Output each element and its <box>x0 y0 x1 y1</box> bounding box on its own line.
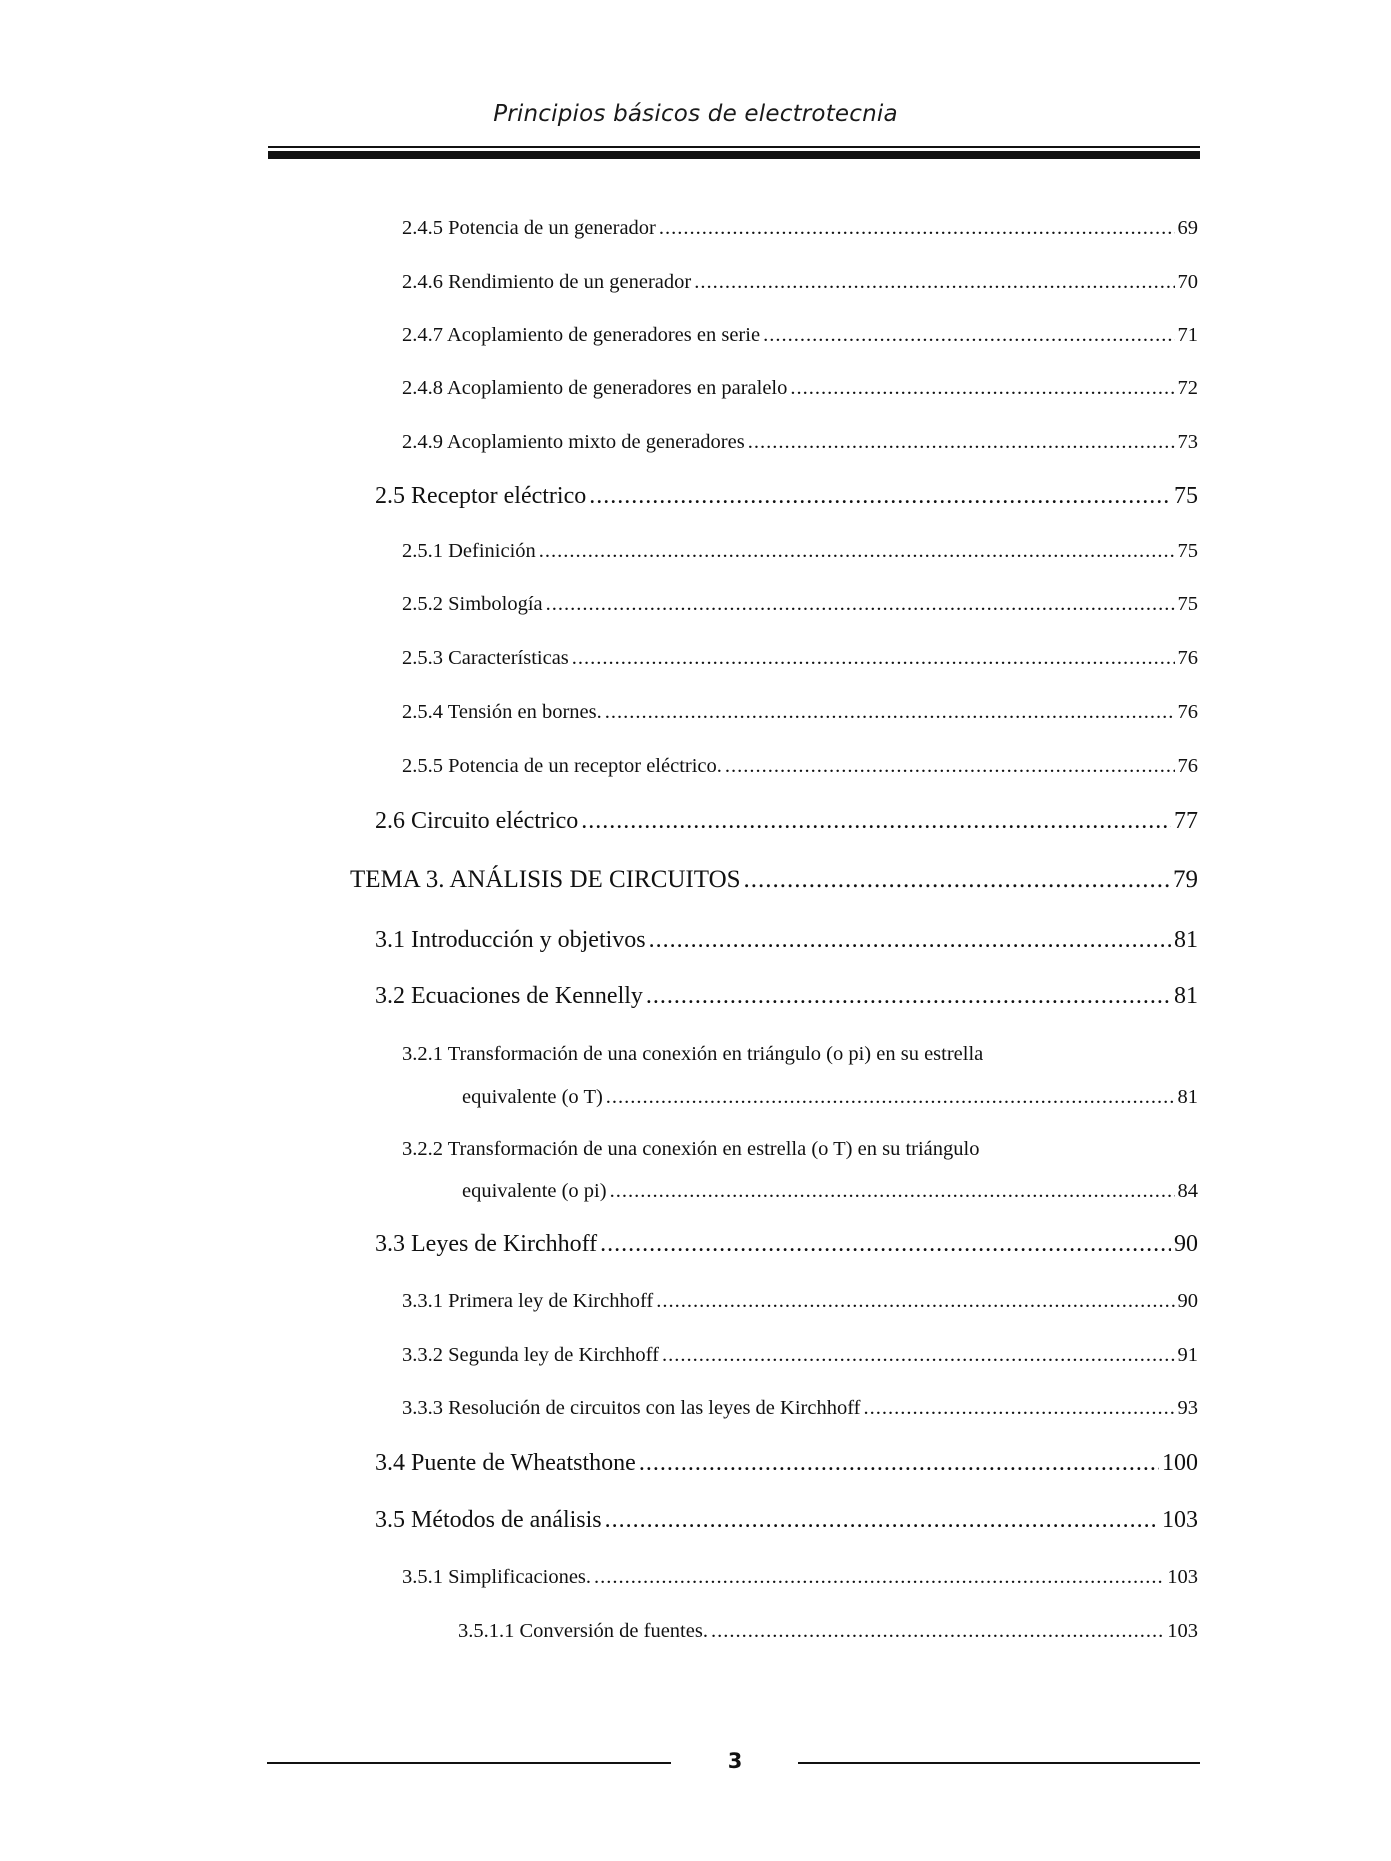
toc-entry[interactable] <box>458 1620 1198 1643</box>
toc-leader-dots <box>863 1397 1174 1420</box>
toc-entry[interactable] <box>462 1086 1198 1109</box>
toc-entry-title: 3.3.3 Resolución de circuitos con las leyes de Kirchhoff <box>402 1397 861 1419</box>
toc-entry-title: 3.5.1 Simplificaciones. <box>402 1566 592 1588</box>
toc-leader-dots <box>539 540 1175 563</box>
toc-entry[interactable] <box>402 271 1198 294</box>
toc-entry[interactable] <box>402 1566 1198 1589</box>
toc-page-number: 103 <box>1167 1566 1198 1588</box>
toc-leader-dots <box>594 1566 1164 1589</box>
toc-leader-dots <box>646 983 1171 1010</box>
toc-leader-dots <box>656 1290 1174 1313</box>
toc-leader-dots <box>572 647 1175 670</box>
toc-entry-title: 2.5.5 Potencia de un receptor eléctrico. <box>402 755 722 777</box>
toc-entry[interactable] <box>402 593 1198 616</box>
toc-entry[interactable] <box>375 983 1198 1010</box>
running-header: Principios básicos de electrotecnia <box>493 101 898 127</box>
toc-entry-title: TEMA 3. ANÁLISIS DE CIRCUITOS <box>350 866 741 893</box>
toc-entry[interactable] <box>402 431 1198 454</box>
toc-leader-dots <box>725 755 1175 778</box>
toc-entry-title-line[interactable]: 3.2.2 Transformación de una conexión en estrella (o T) en su triángulo <box>402 1138 980 1160</box>
toc-page-number: 84 <box>1177 1180 1198 1202</box>
footer-rule-right <box>798 1762 1200 1764</box>
toc-entry-title-line[interactable]: 3.2.1 Transformación de una conexión en triángulo (o pi) en su estrella <box>402 1043 984 1065</box>
toc-page-number: 73 <box>1177 431 1198 453</box>
toc-leader-dots <box>748 431 1175 454</box>
toc-entry[interactable] <box>375 808 1198 835</box>
toc-page-number: 93 <box>1177 1397 1198 1419</box>
header-rule-thick <box>268 151 1200 159</box>
toc-entry[interactable] <box>375 483 1198 510</box>
toc-leader-dots <box>605 1507 1159 1534</box>
toc-page-number: 70 <box>1177 271 1198 293</box>
toc-entry[interactable] <box>402 377 1198 400</box>
toc-entry-title: 2.6 Circuito eléctrico <box>375 808 579 834</box>
toc-entry-title: 2.4.8 Acoplamiento de generadores en paralelo <box>402 377 788 399</box>
toc-entry[interactable] <box>402 701 1198 724</box>
toc-entry[interactable] <box>375 1450 1198 1477</box>
toc-page-number: 81 <box>1174 927 1198 953</box>
toc-leader-dots <box>606 1086 1175 1109</box>
toc-page-number: 103 <box>1162 1507 1198 1533</box>
toc-leader-dots <box>600 1231 1171 1258</box>
toc-entry-title: 2.5 Receptor eléctrico <box>375 483 587 509</box>
toc-page-number: 69 <box>1177 217 1198 239</box>
toc-entry[interactable] <box>402 1397 1198 1420</box>
toc-entry[interactable] <box>462 1180 1198 1203</box>
toc-entry[interactable] <box>375 1231 1198 1258</box>
toc-entry-title-continuation: equivalente (o T) <box>462 1086 603 1108</box>
toc-page-number: 75 <box>1177 593 1198 615</box>
toc-entry[interactable] <box>402 1344 1198 1367</box>
toc-leader-dots <box>649 927 1171 954</box>
toc-entry-title: 3.3 Leyes de Kirchhoff <box>375 1231 598 1257</box>
toc-entry-title: 2.4.5 Potencia de un generador <box>402 217 656 239</box>
toc-page-number: 77 <box>1174 808 1198 834</box>
toc-entry[interactable] <box>402 217 1198 240</box>
toc-entry-title: 2.5.2 Simbología <box>402 593 543 615</box>
toc-entry-title: 2.5.1 Definición <box>402 540 536 562</box>
toc-leader-dots <box>662 1344 1175 1367</box>
toc-page-number: 103 <box>1167 1620 1198 1642</box>
header-rule-thin <box>268 146 1200 148</box>
toc-entry-title: 3.4 Puente de Wheatsthone <box>375 1450 636 1476</box>
toc-page-number: 100 <box>1162 1450 1198 1476</box>
toc-page-number: 90 <box>1177 1290 1198 1312</box>
toc-leader-dots <box>589 483 1171 510</box>
toc-entry[interactable] <box>402 1290 1198 1313</box>
toc-entry[interactable] <box>402 647 1198 670</box>
toc-leader-dots <box>639 1450 1159 1477</box>
toc-entry-title: 2.4.7 Acoplamiento de generadores en serie <box>402 324 761 346</box>
toc-page-number: 76 <box>1177 647 1198 669</box>
toc-entry[interactable] <box>402 755 1198 778</box>
toc-page-number: 90 <box>1174 1231 1198 1257</box>
toc-page-number: 75 <box>1174 483 1198 509</box>
toc-leader-dots <box>763 324 1174 347</box>
toc-leader-dots <box>605 701 1175 724</box>
toc-leader-dots <box>694 271 1174 294</box>
toc-entry[interactable] <box>402 324 1198 347</box>
toc-page-number: 81 <box>1174 983 1198 1009</box>
toc-leader-dots <box>790 377 1174 400</box>
toc-page-number: 75 <box>1177 540 1198 562</box>
toc-leader-dots <box>659 217 1175 240</box>
toc-leader-dots <box>610 1180 1175 1203</box>
toc-entry[interactable] <box>375 927 1198 954</box>
toc-entry-title: 3.3.2 Segunda ley de Kirchhoff <box>402 1344 659 1366</box>
toc-entry-title: 3.5.1.1 Conversión de fuentes. <box>458 1620 708 1642</box>
toc-page-number: 76 <box>1177 755 1198 777</box>
toc-entry[interactable] <box>375 1507 1198 1534</box>
toc-entry-title: 2.5.3 Características <box>402 647 569 669</box>
toc-entry-title: 3.3.1 Primera ley de Kirchhoff <box>402 1290 654 1312</box>
toc-entry[interactable] <box>402 540 1198 563</box>
toc-page-number: 79 <box>1173 866 1198 893</box>
toc-entry-title: 2.5.4 Tensión en bornes. <box>402 701 602 723</box>
toc-page-number: 91 <box>1177 1344 1198 1366</box>
toc-leader-dots <box>711 1620 1164 1643</box>
toc-entry-title: 3.1 Introducción y objetivos <box>375 927 646 953</box>
toc-page-number: 71 <box>1177 324 1198 346</box>
toc-entry-title: 3.5 Métodos de análisis <box>375 1507 602 1533</box>
toc-leader-dots <box>581 808 1171 835</box>
toc-entry-title-continuation: equivalente (o pi) <box>462 1180 607 1202</box>
toc-page-number: 81 <box>1177 1086 1198 1108</box>
toc-entry-title: 2.4.6 Rendimiento de un generador <box>402 271 692 293</box>
toc-page-number: 76 <box>1177 701 1198 723</box>
toc-entry-title: 2.4.9 Acoplamiento mixto de generadores <box>402 431 745 453</box>
page-number: 3 <box>727 1749 743 1773</box>
toc-entry[interactable] <box>350 866 1198 894</box>
toc-leader-dots <box>744 866 1170 894</box>
toc-entry-title: 3.2 Ecuaciones de Kennelly <box>375 983 643 1009</box>
toc-leader-dots <box>546 593 1175 616</box>
toc-page-number: 72 <box>1177 377 1198 399</box>
